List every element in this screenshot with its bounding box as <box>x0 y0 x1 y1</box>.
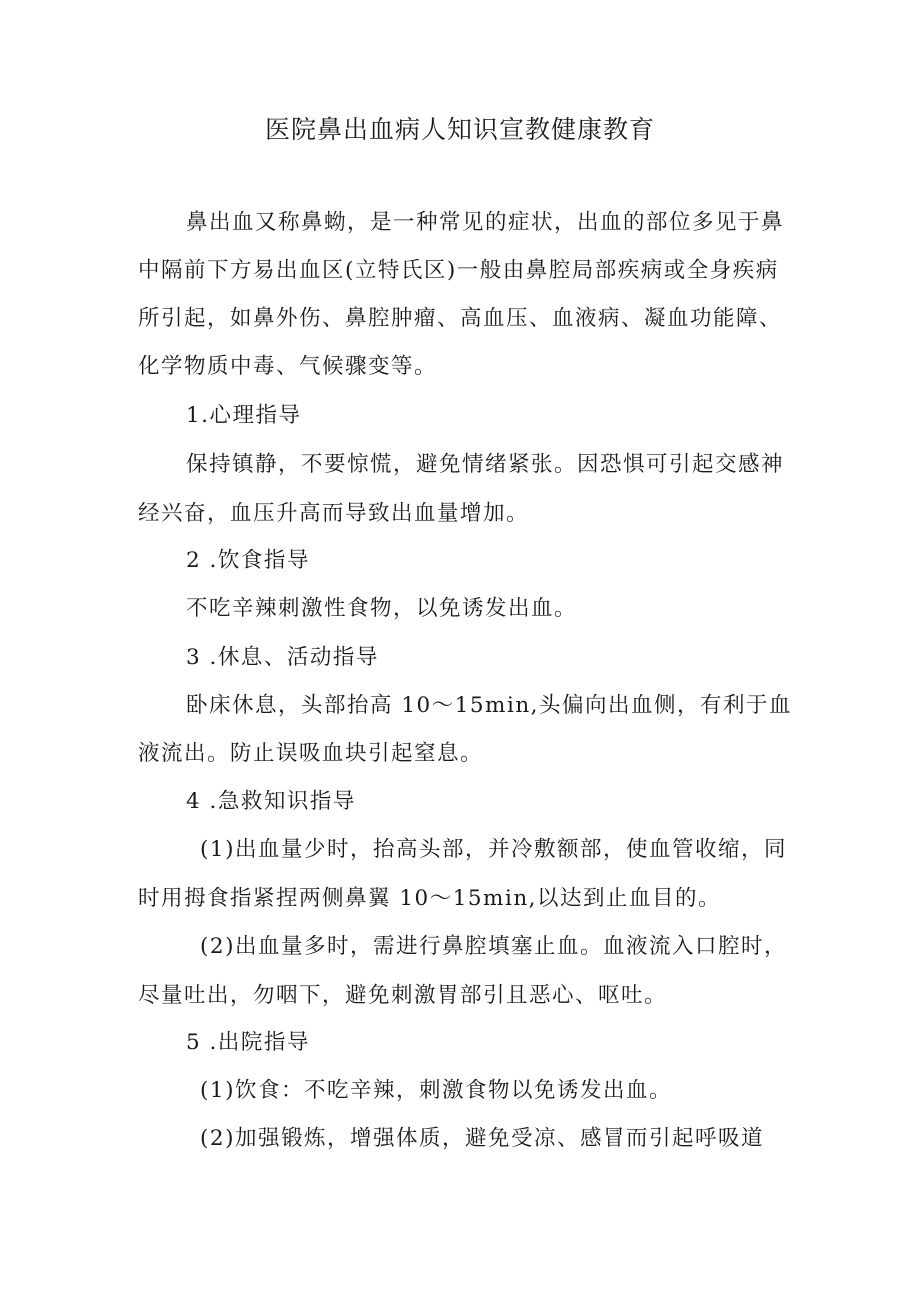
intro-line-3: 所引起，如鼻外伤、鼻腔肿瘤、高血压、血液病、凝血功能障、 <box>138 306 783 331</box>
section-heading-1: 1.心理指导 <box>186 403 302 428</box>
section-1-line-1: 保持镇静，不要惊慌，避免情绪紧张。因恐惧可引起交感神 <box>186 452 785 477</box>
section-3-line-2: 液流出。防止误吸血块引起窒息。 <box>138 741 484 766</box>
intro-line-4: 化学物质中毒、气候骤变等。 <box>138 354 438 379</box>
section-1-line-2: 经兴奋，血压升高而导致出血量增加。 <box>138 501 530 526</box>
section-heading-4: 4 .急救知识指导 <box>186 789 356 814</box>
intro-line-2: 中隔前下方易出血区(立特氏区)一般由鼻腔局部疾病或全身疾病 <box>138 258 779 283</box>
section-4-item-1-line-2: 时用拇食指紧捏两侧鼻翼 10～15min,以达到止血目的。 <box>138 886 721 911</box>
section-5-item-1: (1)饮食：不吃辛辣，刺激食物以免诱发出血。 <box>200 1078 672 1103</box>
section-heading-2: 2 .饮食指导 <box>186 548 310 573</box>
intro-line-1: 鼻出血又称鼻蚴，是一种常见的症状，出血的部位多见于鼻 <box>186 210 785 235</box>
section-3-line-1: 卧床休息，头部抬高 10～15min,头偏向出血侧，有利于血 <box>186 693 792 718</box>
section-4-item-2-line-2: 尽量吐出，勿咽下，避免刺激胃部引且恶心、呕吐。 <box>138 983 668 1008</box>
section-4-item-2-line-1: (2)出血量多时，需进行鼻腔填塞止血。血液流入口腔时， <box>200 934 787 959</box>
section-heading-5: 5 .出院指导 <box>186 1030 310 1055</box>
section-heading-3: 3 .休息、活动指导 <box>186 645 379 670</box>
section-5-item-2: (2)加强锻炼，增强体质，避免受凉、感冒而引起呼吸道 <box>200 1126 764 1151</box>
section-4-item-1-line-1: (1)出血量少时，抬高头部，并冷敷额部，使血管收缩，同 <box>200 837 787 862</box>
document-title: 医院鼻出血病人知识宣教健康教育 <box>264 115 655 144</box>
section-2-line-1: 不吃辛辣刺激性食物，以免诱发出血。 <box>186 596 578 621</box>
